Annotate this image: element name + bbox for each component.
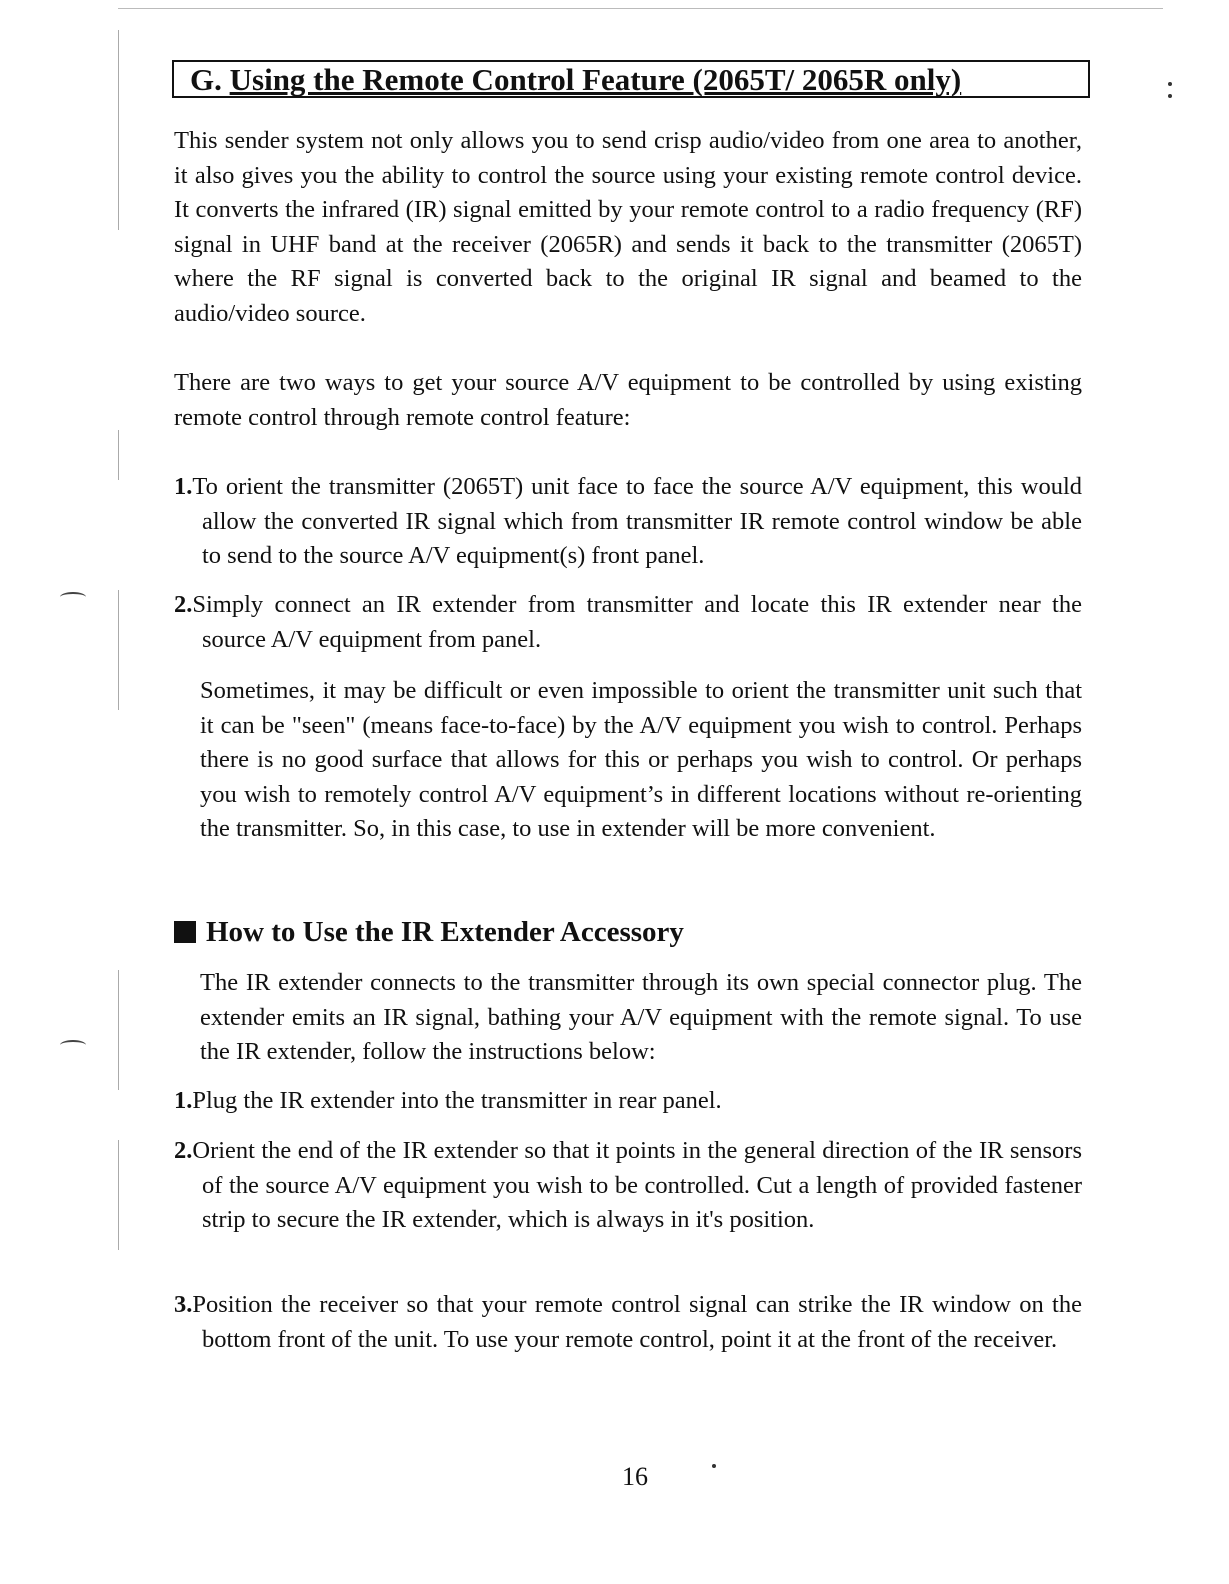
scan-speck (712, 1464, 716, 1468)
scan-speck (1168, 94, 1172, 98)
ways-list-item (174, 588, 1082, 657)
intro-paragraph: This sender system not only allows you to send crisp audio/video from one area to another, it also gives you the ability to control the source using your existing remote control device. It converts the infrared (IR) signal emitted by your remote control to a radio frequency (RF) signal in UHF band at the receiver (2065R) and sends it back to the transmitter (2065T) where the RF signal is converted back to the original IR signal and beamed to the audio/video source. (174, 127, 1082, 327)
section-title (190, 62, 1088, 98)
sometimes-paragraph: Sometimes, it may be difficult or even impossible to orient the transmitter unit such that it can be "seen" (means face-to-face) by the A/V equipment you wish to control. Perhaps there is no good surface that allows for this or perhaps you wish to control. Or perhaps you wish to remotely control A/V equipment’s in different locations without re-orienting the transmitter. So, in this case, to use in extender will be more convenient. (200, 677, 1082, 842)
subsection-title: How to Use the IR Extender Accessory (206, 916, 684, 948)
step-number: 2. (174, 1137, 193, 1164)
list-number: 1. (174, 473, 193, 500)
step-number: 1. (174, 1087, 193, 1114)
black-square-icon (174, 921, 196, 943)
scan-margin-mark (60, 592, 86, 602)
subsection-heading (174, 914, 684, 950)
scan-speck (1168, 82, 1172, 86)
list-text: Simply connect an IR extender from transmitter and locate this IR extender near the source A/V equipment from panel. (192, 591, 1082, 653)
scan-left-marks (118, 30, 122, 1410)
list-text: To orient the transmitter (2065T) unit face to face the source A/V equipment, this would allow the converted IR signal which from transmitter IR remote control window be able to send to the source A/V equipment(s) front panel. (192, 473, 1082, 569)
step-item (174, 1288, 1082, 1357)
scan-margin-mark (60, 1040, 86, 1050)
step-item (174, 1084, 1082, 1119)
scan-top-edge (118, 8, 1163, 9)
ways-list-item (174, 470, 1082, 574)
section-title-text: Using the Remote Control Feature (2065T/ 2065R only) (229, 62, 962, 97)
step-text: Plug the IR extender into the transmitter in rear panel. (192, 1087, 722, 1114)
step-text: Orient the end of the IR extender so that it points in the general direction of the IR sensors of the source A/V equipment you wish to be controlled. Cut a length of provided fastener strip to secure the IR extender, which is always in it's position. (192, 1137, 1082, 1233)
step-item (174, 1134, 1082, 1238)
extender-intro-paragraph: The IR extender connects to the transmitter through its own special connector plug. The extender emits an IR signal, bathing your A/V equipment with the remote signal. To use the IR extender, follow the instructions below: (200, 969, 1082, 1065)
step-number: 3. (174, 1291, 193, 1318)
section-title-prefix: G. (190, 62, 230, 97)
page-number: 16 (622, 1462, 648, 1491)
section-title-box (172, 60, 1090, 98)
list-number: 2. (174, 591, 193, 618)
step-text: Position the receiver so that your remote control signal can strike the IR window on the bottom front of the unit. To use your remote control, point it at the front of the receiver. (192, 1291, 1082, 1353)
two-ways-paragraph: There are two ways to get your source A/V equipment to be controlled by using existing remote control through remote control feature: (174, 369, 1082, 431)
